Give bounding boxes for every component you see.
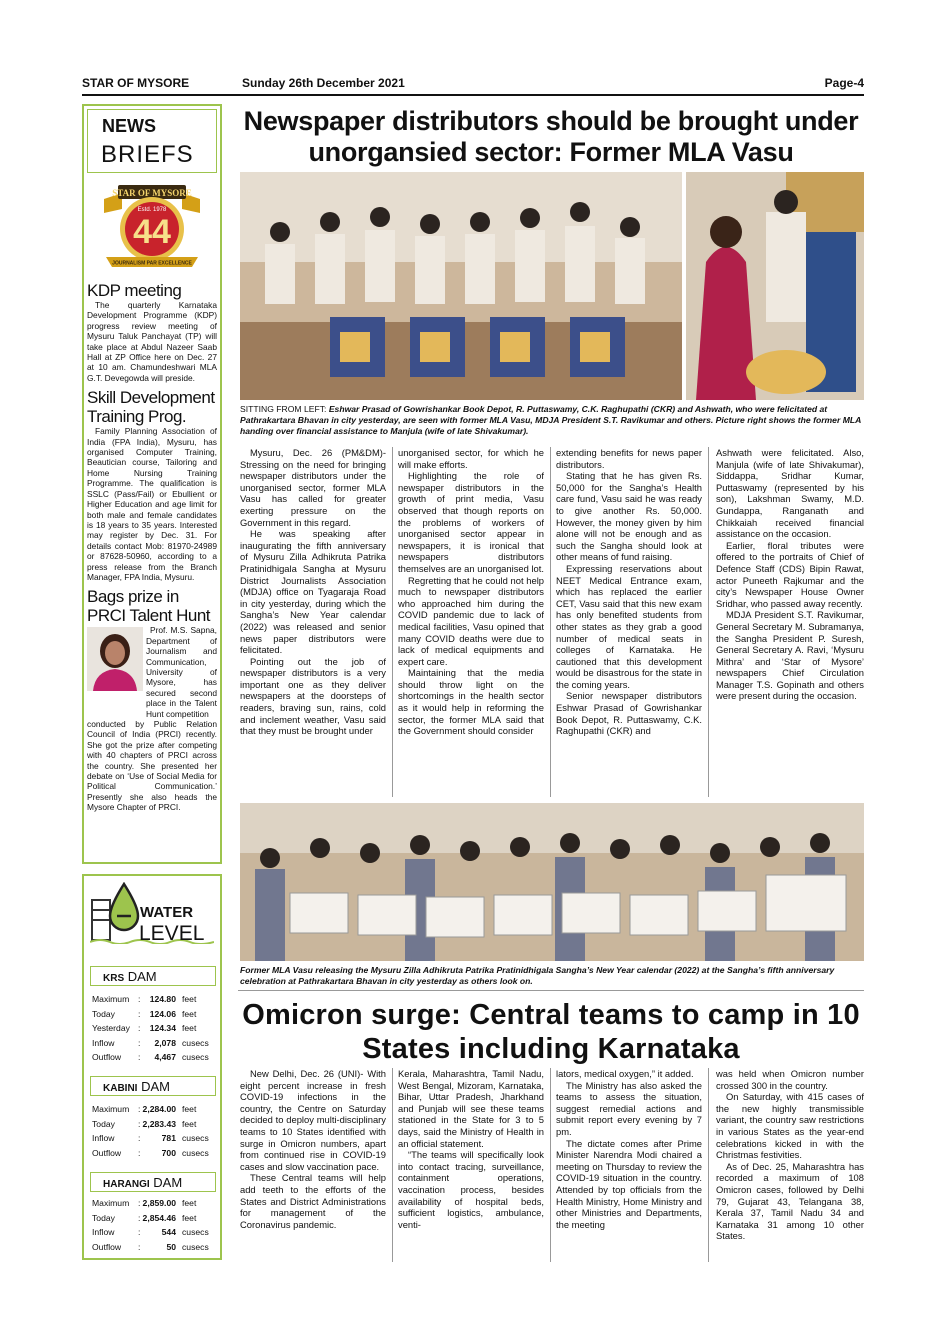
- dam-code: KABINI: [103, 1083, 138, 1094]
- brief-body-skill: Family Planning Association of India (FPA India), Mysuru, has organised Computer Training, Beautician course, Tailoring and Home Nursing Training Programme. The qualification is SSLC (Pass/Fail) or Ebullient or Higher Education and age limit for both male and female candidates is 18 years to 35 years. Interested may register by Dec. 31. For details contact Mob: 81970-24989 or 87628-50960, according to a press release from the Branch Manager, FPA India, Mysuru.: [87, 426, 217, 582]
- briefs-label: BRIEFS: [101, 141, 194, 168]
- story1-paragraph: Stating that he has given Rs. 50,000 for the Sangha’s Health care fund, Vasu said he was ready to give another Rs. 50,000. However, the money given by him alone will not be enough and as such the Sangha should look at other means of fund raising.: [556, 470, 702, 563]
- story2-column-3: [556, 1068, 702, 1230]
- dam-row-label: Outflow: [92, 1241, 122, 1252]
- logo-estd: Estd. 1978: [137, 207, 167, 213]
- story1-paragraph: Maintaining that the media should throw light on the shortcomings in the health sector as it would help in reforming the sector, the former MLA said that the Government should consider: [398, 667, 544, 737]
- dam-row: Maximum : 124.80 feet: [92, 992, 218, 1007]
- story2-paragraph: was held when Omicron number crossed 300 in the country.: [716, 1068, 864, 1091]
- dam-row-value: 50: [166, 1241, 176, 1252]
- dam-row-label: Today: [92, 1212, 115, 1223]
- story2-paragraph: The dictate comes after Prime Minister Narendra Modi chaired a meeting on Thursday to review the COVID-19 situation in the country. Attended by top officials from the Health Ministry, Home Ministry and other Ministries and Departments, the meeting: [556, 1137, 702, 1230]
- dam-row-unit: cusecs: [182, 1241, 209, 1252]
- dam-row-value: 2,078: [154, 1037, 176, 1048]
- water-level-box: [82, 874, 222, 1260]
- kabini-dam-bar: [90, 1076, 216, 1096]
- dam-row-label: Today: [92, 1008, 115, 1019]
- brief-prci-row: [87, 625, 217, 719]
- story2-column-1: [240, 1068, 386, 1230]
- dam-row-label: Maximum: [92, 1104, 130, 1114]
- section-rule: [238, 990, 864, 991]
- issue-date: Sunday 26th December 2021: [242, 76, 405, 90]
- brief-body-prci-rest: conducted by Public Relation Council of India (PRCI) recently. She got the prize after competing with 40 chapters of PRCI across the country. She presented her debate on ‘Use of Social Media for Political Communication.’ Presently she also heads the Mysore Chapter of PRCI.: [87, 719, 217, 813]
- brief-body-kdp: The quarterly Karnataka Development Programme (KDP) progress review meeting of Mysuru Taluk Panchayat (TP) will take place at Abdul Nazeer Saab Hall at ZP Office here on Dec. 27 at 10 am. Chamundeshwari MLA G.T. Devegowda will preside.: [87, 300, 217, 383]
- dam-row-label: Inflow: [92, 1037, 115, 1048]
- dam-row-unit: cusecs: [182, 1133, 209, 1143]
- story1-column-1: [240, 447, 386, 737]
- dam-row: Yesterday : 124.34 feet: [92, 1021, 218, 1036]
- krs-dam-table: [92, 992, 218, 1065]
- dam-row: Today : 2,283.43 feet: [92, 1117, 218, 1132]
- dam-row: Inflow : 781 cusecs: [92, 1131, 218, 1146]
- story2-paragraph: On Saturday, with 415 cases of the new highly transmissible variant, the country saw restrictions in various States as the year-end celebrations kicked in with the Christmas festivities.: [716, 1091, 864, 1161]
- dam-row-label: Today: [92, 1118, 115, 1129]
- story1-paragraph: Ashwath were felicitated. Also, Manjula (wife of late Shivakumar), Siddappa, Sridhar Kumar, Puttaswamy (represented by his son), Lakshman Swamy, M.D. Gundappa, Ranganath and Chikkaiah received financial assistance on the occasion.: [716, 447, 864, 540]
- dam-row-label: Maximum: [92, 994, 130, 1004]
- dam-row-value: 124.06: [149, 1008, 176, 1019]
- dam-row-value: 781: [161, 1133, 176, 1143]
- story1-column-3: [556, 447, 702, 737]
- dam-row-unit: feet: [182, 1008, 197, 1019]
- story1-caption-2: Former MLA Vasu releasing the Mysuru Zilla Adhikruta Patrika Pratinidhigala Sangha’s New Year calendar (2022) at the Sangha’s fifth anniversary celebration at Pathrakartara Bhavan in city yesterday as others look on.: [240, 965, 835, 986]
- dam-row-unit: feet: [182, 1104, 197, 1114]
- story2-paragraph: New Delhi, Dec. 26 (UNI)- With eight percent increase in fresh COVID-19 infections in the country, the Centre on Saturday decided to deploy multi-disciplinary teams to 10 States identified with surge in Omicron numbers, apart from continued rise in COVID-19 cases and slow vaccination pace.: [240, 1068, 386, 1172]
- dam-row-value: 124.80: [149, 994, 176, 1004]
- header-rule: [82, 94, 864, 96]
- news-briefs-sidebar: [82, 104, 222, 864]
- dam-row-label: Outflow: [92, 1052, 122, 1062]
- story1-column-4: [716, 447, 864, 702]
- kabini-dam-table: [92, 1102, 218, 1160]
- story2-paragraph: Kerala, Maharashtra, Tamil Nadu, West Bengal, Mizoram, Karnataka, Bihar, Uttar Pradesh, Jharkhand and Punjab will see these teams stationed in the State for 3 to 5 days, said the Ministry of Health in an official statement.: [398, 1068, 544, 1149]
- column-rule: [550, 1068, 551, 1262]
- dam-row-value: 700: [161, 1147, 176, 1158]
- brief-heading-kdp: KDP meeting: [87, 281, 182, 300]
- financial-assistance-photo: [686, 172, 864, 400]
- dam-title: [103, 1175, 182, 1190]
- felicitation-photo: [240, 172, 682, 400]
- story1-paragraph: Expressing reservations about NEET Medical Entrance exam, which has replaced the earlier CET, Vasu said that this new exam has only benefited students from other states as they grab a good number of medical seats in colleges of Karnataka. He cautioned that this development would be disastrous for the state in the coming years.: [556, 562, 702, 690]
- story1-caption: [240, 404, 864, 437]
- dam-row: Today : 124.06 feet: [92, 1007, 218, 1022]
- dam-row: Outflow : 700 cusecs: [92, 1146, 218, 1161]
- harangi-dam-table: [92, 1196, 218, 1254]
- water-level-header: [90, 882, 214, 944]
- dam-row-unit: cusecs: [182, 1227, 209, 1237]
- level-label: LEVEL: [139, 922, 205, 945]
- dam-row-value: 2,854.46: [142, 1212, 176, 1223]
- dam-word: DAM: [141, 1079, 170, 1094]
- logo-paper-name: STAR OF MYSORE: [112, 188, 192, 198]
- column-rule: [708, 447, 709, 797]
- dam-row: Inflow : 544 cusecs: [92, 1225, 218, 1240]
- page-number: Page-4: [824, 76, 864, 90]
- logo-ribbon: JOURNALISM PAR EXCELLENCE: [112, 260, 192, 267]
- caption-lead: SITTING FROM LEFT:: [240, 404, 327, 414]
- brief-heading-prci: Bags prize in PRCI Talent Hunt: [87, 587, 211, 626]
- dam-row-value: 2,859.00: [142, 1198, 176, 1208]
- dam-row-unit: cusecs: [182, 1052, 209, 1062]
- dam-row-label: Outflow: [92, 1147, 122, 1158]
- dam-row-label: Yesterday: [92, 1023, 130, 1033]
- dam-row-value: 544: [161, 1227, 176, 1237]
- dam-row: Outflow : 4,467 cusecs: [92, 1050, 218, 1065]
- column-rule: [550, 447, 551, 797]
- caption-text: Eshwar Prasad of Gowrishankar Book Depot, R. Puttaswamy, C.K. Raghupathi (CKR) and Ashwath, who were felicitated at Pathrakartara Bhavan in city yesterday, are seen with former MLA Vasu, MDJA President S.T. Ravikumar and others. Picture right shows the former MLA handing over financial assistance to Manjula (wife of late Shivakumar).: [240, 404, 861, 436]
- dam-row-value: 2,284.00: [142, 1104, 176, 1114]
- dam-row-value: 124.34: [149, 1023, 176, 1033]
- dam-row-unit: cusecs: [182, 1037, 209, 1048]
- story2-paragraph: lators, medical oxygen,” it added.: [556, 1068, 694, 1079]
- dam-row: Inflow : 2,078 cusecs: [92, 1036, 218, 1051]
- story1-paragraph: Mysuru, Dec. 26 (PM&DM)- Stressing on the need for bringing newspaper distributors under the unorganised sector, former MLA Vasu has called for greater exerting pressure on the Government in this regard.: [240, 447, 386, 528]
- dam-row: Today : 2,854.46 feet: [92, 1211, 218, 1226]
- story1-headline: Newspaper distributors should be brought under unorgansied sector: Former MLA Vasu: [243, 106, 859, 167]
- dam-row-unit: feet: [182, 1198, 197, 1208]
- dam-row-unit: feet: [182, 1118, 197, 1129]
- dam-code: HARANGI: [103, 1179, 150, 1190]
- news-briefs-title-box: [87, 109, 217, 173]
- story1-paragraph: MDJA President S.T. Ravikumar, General Secretary M. Subramanya, the Sangha President P. Suresh, General Secretary A. Ravi, ‘Mysuru Mithra’ and ‘Star of Mysore’ newspapers Chief Circulation Manager T.S. Gopinath and others were present during the occasion.: [716, 609, 864, 702]
- story1-column-2: [398, 447, 544, 737]
- dam-row-label: Maximum: [92, 1198, 130, 1208]
- column-rule: [392, 447, 393, 797]
- calendar-release-photo: [240, 803, 864, 961]
- dam-row-value: 2,283.43: [142, 1118, 176, 1129]
- story1-paragraph: He was speaking after inaugurating the fifth anniversary of Mysuru Zilla Adhikruta Patrika Pratinidhigala Sangha at Mysuru District Journalists Association (MDJA) office on Tyagaraja Road in city yesterday, during which the Sangha’s New Year calendar (2022) was released and senior news paper distributors were felicitated.: [240, 528, 386, 656]
- anniversary-logo: [100, 179, 204, 277]
- dam-row-unit: feet: [182, 1023, 197, 1033]
- krs-dam-bar: [90, 966, 216, 986]
- column-rule: [392, 1068, 393, 1262]
- dam-row-label: Inflow: [92, 1227, 115, 1237]
- story2-column-2: [398, 1068, 544, 1230]
- dam-row: Maximum : 2,284.00 feet: [92, 1102, 218, 1117]
- dam-row: Maximum : 2,859.00 feet: [92, 1196, 218, 1211]
- dam-word: DAM: [153, 1175, 183, 1190]
- story1-paragraph: Earlier, floral tributes were offered to the portraits of Chief of Defence Staff (CDS) Bipin Rawat, actor Puneeth Rajkumar and the city’s Newspaper House Owner Sridhar, who passed away recently.: [716, 539, 864, 609]
- dam-word: DAM: [127, 969, 157, 984]
- dam-row-value: 4,467: [154, 1052, 176, 1062]
- column-rule: [708, 1068, 709, 1262]
- page-header: [82, 76, 864, 94]
- harangi-dam-bar: [90, 1172, 216, 1192]
- story2-headline: Omicron surge: Central teams to camp in 10 States including Karnataka: [242, 999, 860, 1065]
- story1-paragraph: Regretting that he could not help much to newspaper distributors who approached him during the COVID pandemic due to lack of medical facilities, Vasu opined that many COVID deaths were due to lack of medical equipments and expert care.: [398, 574, 544, 667]
- paper-name: STAR OF MYSORE: [82, 76, 190, 90]
- story2-column-4: [716, 1068, 864, 1242]
- story2-paragraph: “The teams will specifically look into contact tracing, surveillance, containment operations, vaccination process, besides availability of hospital beds, sufficient logistics, ambulance, venti-: [398, 1149, 544, 1230]
- dam-row-unit: feet: [182, 1212, 197, 1223]
- story2-paragraph: These Central teams will help add teeth to the efforts of the States and District Administrations for management of the Coronavirus pandemic.: [240, 1172, 386, 1230]
- story1-paragraph: Pointing out the job of newspaper distributors is a very important one as they deliver newspapers at the doorsteps of readers, braving sun, rains, cold and inclement weather, Vasu said that they must be brought under: [240, 655, 386, 737]
- dam-title: [103, 1079, 170, 1094]
- story1-paragraph: unorganised sector, for which he will make efforts.: [398, 447, 544, 470]
- dam-code: KRS: [103, 973, 125, 984]
- dam-row: Outflow : 50 cusecs: [92, 1240, 218, 1255]
- dam-row-unit: cusecs: [182, 1147, 209, 1158]
- news-label: NEWS: [102, 116, 156, 136]
- dam-row-label: Inflow: [92, 1133, 115, 1143]
- dam-row-unit: feet: [182, 994, 197, 1004]
- dam-title: [103, 969, 157, 984]
- story1-paragraph: Highlighting the role of newspaper distributors in the growth of print media, Vasu observed that though reports on the problems of workers of unorganised sector appear in newspapers, it is ironical that newspapers distributors themselves are an unorganised lot.: [398, 470, 544, 574]
- brief-body-prci-side: Prof. M.S. Sapna, Department of Journalism and Communication, University of Mysore, has secured second place in the Talent Hunt competition: [146, 625, 217, 719]
- water-label: WATER: [140, 904, 194, 921]
- story1-paragraph: extending benefits for news paper distributors.: [556, 447, 702, 470]
- story2-paragraph: The Ministry has also asked the teams to assess the situation, suggest remedial actions and submit report every evening by 7 pm.: [556, 1079, 702, 1137]
- brief-heading-skill: Skill Development Training Prog.: [87, 388, 215, 427]
- story2-paragraph: As of Dec. 25, Maharashtra has recorded a maximum of 108 Omicron cases, followed by Delhi 79, Gujarat 43, Telangana 38, Kerala 37, Tamil Nadu 34 and Karnataka 31 among 10 other States.: [716, 1160, 864, 1242]
- story1-paragraph: Senior newspaper distributors Eshwar Prasad of Gowrishankar Book Depot, R. Puttaswamy, C.K. Raghupathi (CKR) and: [556, 690, 702, 737]
- sapna-photo: [87, 627, 143, 691]
- logo-number: 44: [133, 213, 171, 251]
